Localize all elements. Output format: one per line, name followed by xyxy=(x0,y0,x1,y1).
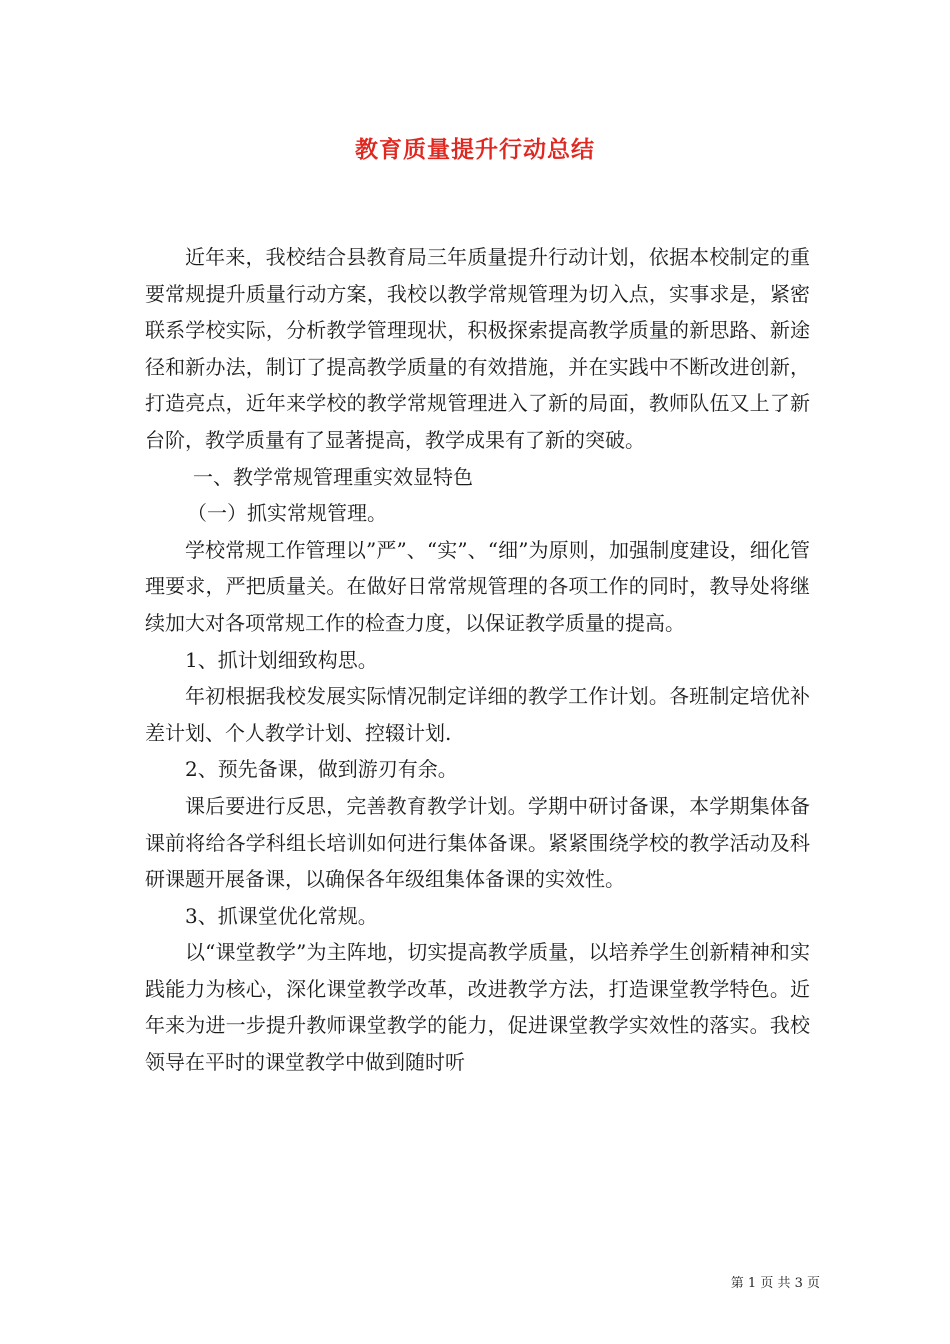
item-heading: 3、抓课堂优化常规。 xyxy=(185,903,378,928)
document-body xyxy=(145,239,810,1081)
section-heading: 一、教学常规管理重实效显特色 xyxy=(193,464,473,489)
item-heading: 1、抓计划细致构思。 xyxy=(185,647,378,672)
body-paragraph: 学校常规工作管理以”严”、“实”、“细”为原则，加强制度建设，细化管理要求，严把质量关。在做好日常常规管理的各项工作的同时，教导处将继续加大对各项常规工作的检查力度，以保证教学质量的提高。 xyxy=(145,537,810,635)
subsection-heading: （一）抓实常规管理。 xyxy=(187,501,387,526)
body-paragraph: 以“课堂教学”为主阵地，切实提高教学质量，以培养学生创新精神和实践能力为核心，深化课堂教学改革，改进教学方法，打造课堂教学特色。近年来为进一步提升教师课堂教学的能力，促进课堂教学实效性的落实。我校领导在平时的课堂教学中做到随时听 xyxy=(145,940,810,1075)
intro-paragraph: 近年来，我校结合县教育局三年质量提升行动计划，依据本校制定的重要常规提升质量行动方案，我校以教学常规管理为切入点，实事求是，紧密联系学校实际，分析教学管理现状，积极探索提高教学质量的新思路、新途径和新办法，制订了提高教学质量的有效措施，并在实践中不断改进创新，打造亮点，近年来学校的教学常规管理进入了新的局面，教师队伍又上了新台阶，教学质量有了显著提高，教学成果有了新的突破。 xyxy=(145,245,810,452)
body-paragraph: 年初根据我校发展实际情况制定详细的教学工作计划。各班制定培优补差计划、个人教学计划、控辍计划. xyxy=(145,684,810,745)
body-paragraph: 课后要进行反思，完善教育教学计划。学期中研讨备课，本学期集体备课前将给各学科组长培训如何进行集体备课。紧紧围绕学校的教学活动及科研课题开展备课，以确保各年级组集体备课的实效性。 xyxy=(145,793,810,892)
document-title: 教育质量提升行动总结 xyxy=(355,136,595,163)
page-number: 第 1 页 共 3 页 xyxy=(730,1276,820,1291)
item-heading: 2、预先备课，做到游刃有余。 xyxy=(185,757,458,782)
